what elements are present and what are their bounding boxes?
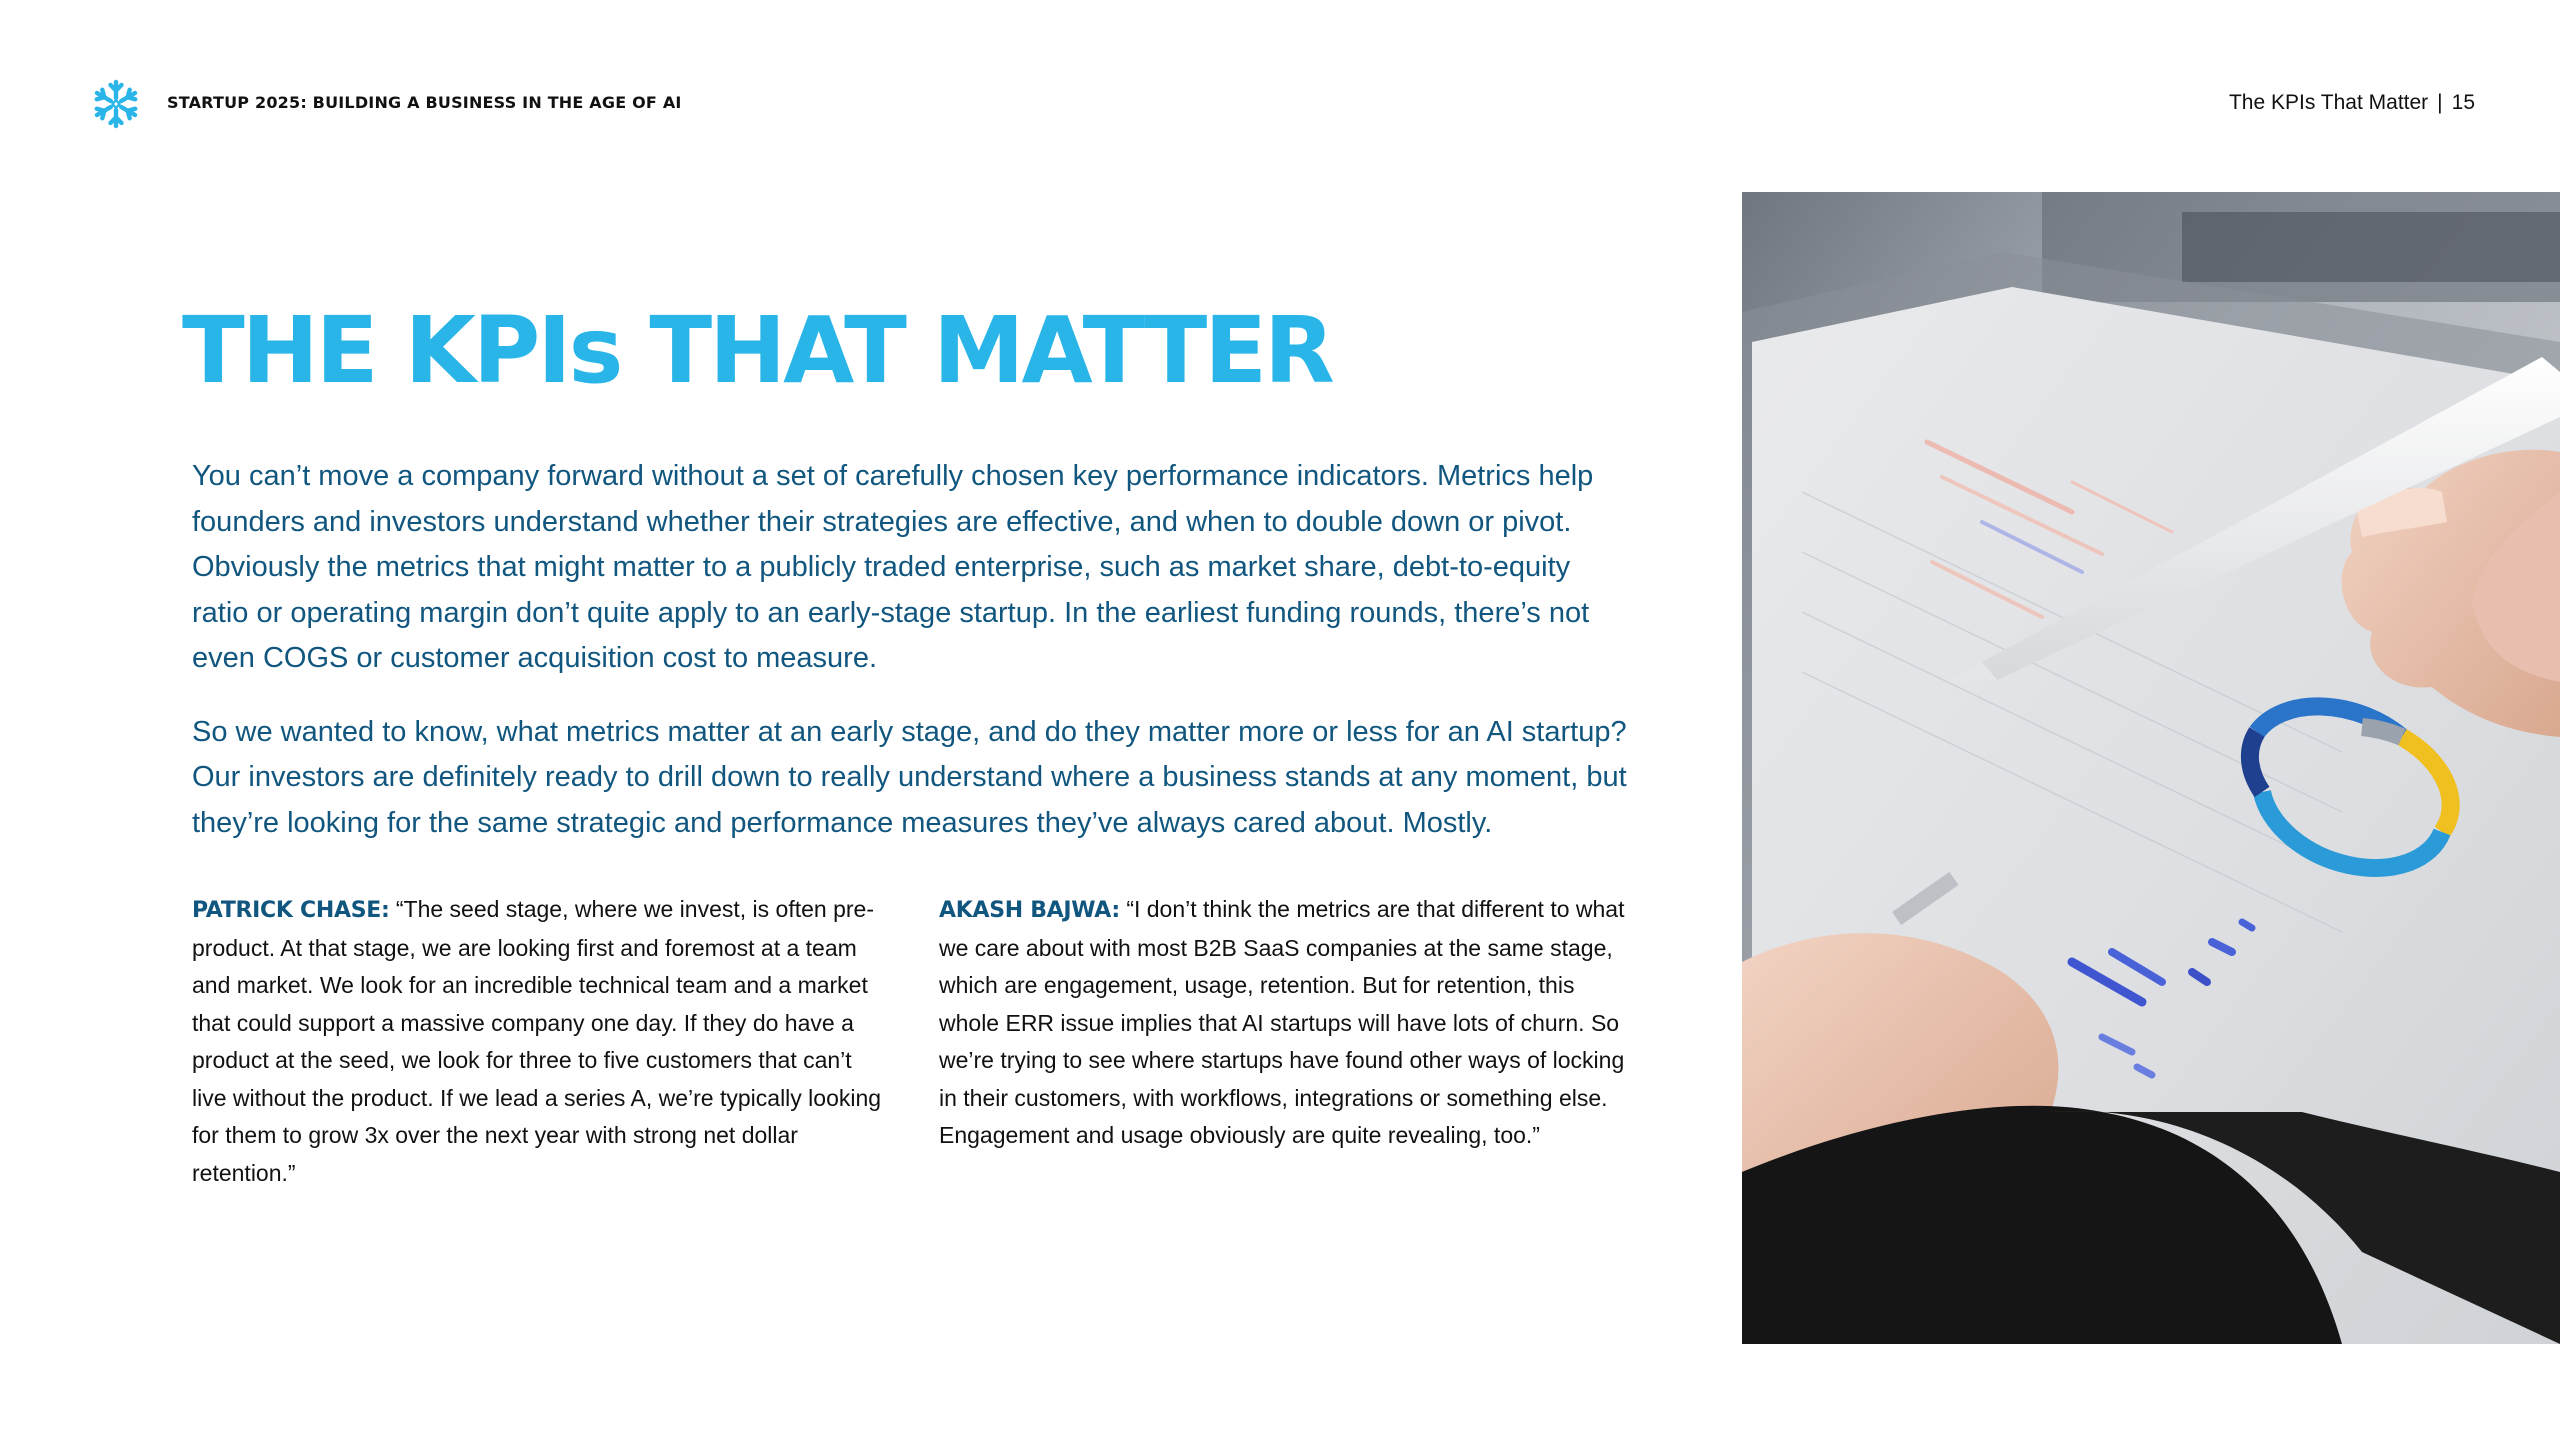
- section-name: The KPIs That Matter: [2228, 91, 2429, 114]
- page-title: THE KPIs THAT MATTER: [182, 297, 1332, 404]
- header-separator: |: [2437, 91, 2443, 114]
- publication-title: STARTUP 2025: BUILDING A BUSINESS IN THE AGE OF AI: [167, 93, 682, 112]
- quote-patrick-chase: [192, 891, 882, 1192]
- intro-text: [192, 454, 1632, 846]
- quote-akash-bajwa: [939, 891, 1629, 1155]
- quote-text: “I don’t think the metrics are that different to what we care about with most B2B SaaS companies at the same stage, which are engagement, usage, retention. But for retention, this whole ERR issue implies that AI startups will have lots of churn. So we’re trying to see where startups have found other ways of locking in their customers, with workflows, integrations or something else. Engagement and usage obviously are quite revealing, too.”: [939, 896, 1625, 1148]
- intro-paragraph: You can’t move a company forward without a set of carefully chosen key performance indicators. Metrics help founders and investors understand whether their strategies are effective, and when to double down or pivot. Obviously the metrics that might matter to a publicly traded enterprise, such as market share, debt-to-equity ratio or operating margin don’t quite apply to an early-stage startup. In the earliest funding rounds, there’s not even COGS or customer acquisition cost to measure.: [192, 460, 1594, 674]
- quote-speaker: AKASH BAJWA:: [939, 898, 1120, 923]
- snowflake-icon: [90, 78, 142, 130]
- page-number: 15: [2451, 91, 2475, 114]
- quote-text: “The seed stage, where we invest, is often pre-product. At that stage, we are looking first and foremost at a team and market. We look for an incredible technical team and a market that could support a massive company one day. If they do have a product at the seed, we look for three to five customers that can’t live without the product. If we lead a series A, we’re typically looking for them to grow 3x over the next year with strong net dollar retention.”: [192, 896, 882, 1186]
- running-header: [2229, 91, 2475, 115]
- tablet-stylus-photo: [1742, 192, 2560, 1344]
- quote-speaker: PATRICK CHASE:: [192, 898, 390, 923]
- intro-paragraph: So we wanted to know, what metrics matter at an early stage, and do they matter more or less for an AI startup? Our investors are definitely ready to drill down to really understand where a business stands at any moment, but they’re looking for the same strategic and performance measures they’ve always cared about. Mostly.: [192, 715, 1627, 839]
